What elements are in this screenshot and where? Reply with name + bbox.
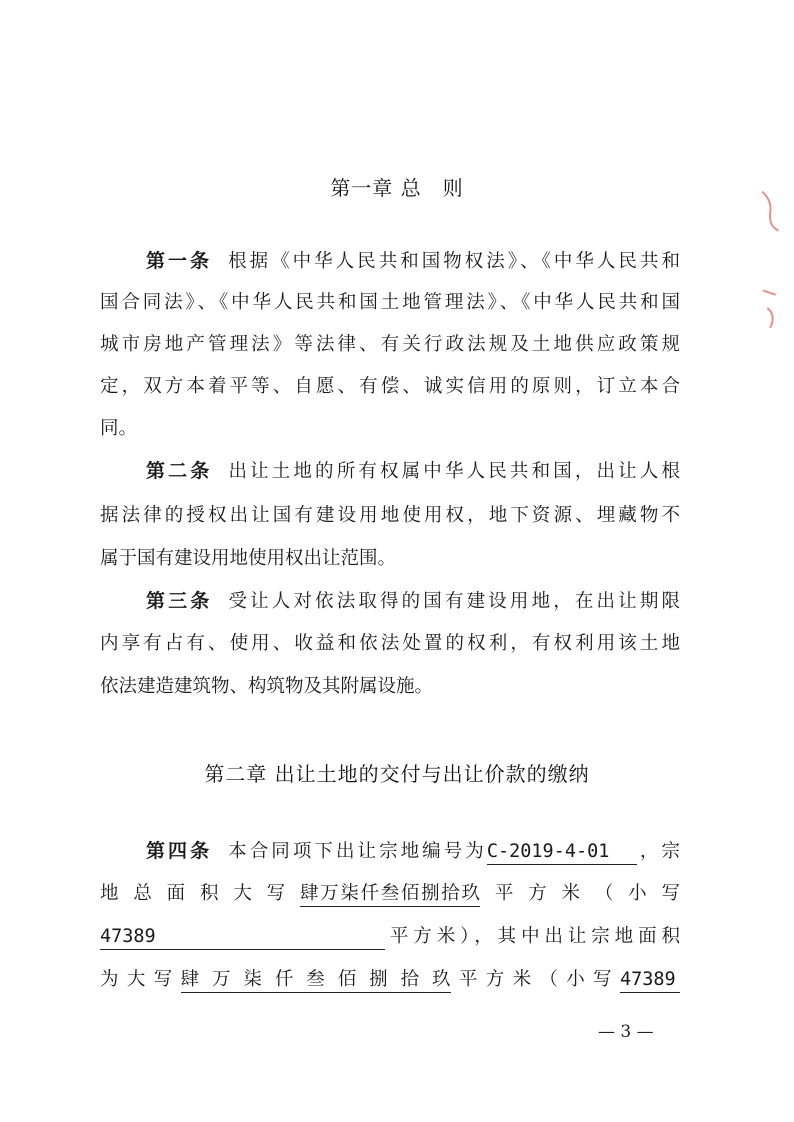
chapter-1-title: 第一章 总 则 (330, 176, 464, 200)
article-4-line-4: 为大写肆万柒仟叁佰捌拾玖平方米（小写47389 (100, 969, 680, 993)
total-area-words-field: 肆万柒仟叁佰捌拾玖 (300, 883, 480, 907)
article-4-label: 第四条 (146, 840, 213, 862)
chapter-2-title: 第二章 出让土地的交付与出让价款的缴纳 (204, 762, 590, 786)
article-1-line-4: 定，双方本着平等、自愿、有偿、诚实信用的原则，订立本合 (100, 376, 680, 397)
total-area-number-field: 47389 (100, 926, 385, 950)
page-number: — 3 — (598, 1022, 654, 1042)
article-4-line-3: 47389 平方米），其中出让宗地面积 (100, 926, 680, 950)
article-3-line-2: 内享有占有、使用、收益和依法处置的权利，有权利用该土地 (100, 633, 680, 654)
article-1-line-1: 第一条 根据《中华人民共和国物权法》、《中华人民共和 (146, 250, 680, 272)
article-4-line-2: 地总面积大写肆万柒仟叁佰捌拾玖平方米（小写 (100, 883, 680, 907)
article-2-label: 第二条 (146, 460, 213, 482)
article-1-line-3: 城市房地产管理法》等法律、有关行政法规及土地供应政策规 (100, 334, 680, 355)
seal-fragment-bottom (758, 283, 791, 340)
article-2-line-3: 属于国有建设用地使用权出让范围。 (100, 548, 397, 569)
article-1-line-2: 国合同法》、《中华人民共和国土地管理法》、《中华人民共和国 (100, 292, 680, 313)
article-3-line-1: 第三条 受让人对依法取得的国有建设用地，在出让期限 (146, 590, 680, 612)
article-3-label: 第三条 (146, 590, 213, 612)
grant-area-number-field: 47389 (620, 969, 680, 993)
article-3-line-3: 依法建造建筑物、构筑物及其附属设施。 (100, 676, 434, 697)
article-1-line-5: 同。 (100, 418, 138, 439)
grant-area-words-field: 肆万柒仟叁佰捌拾玖 (181, 969, 451, 993)
article-1-label: 第一条 (146, 250, 213, 272)
article-2-line-1: 第二条 出让土地的所有权属中华人民共和国，出让人根 (146, 460, 680, 482)
article-4-line-1: 第四条 本合同项下出让宗地编号为C-2019-4-01 ，宗 (100, 840, 680, 865)
article-2-line-2: 据法律的授权出让国有建设用地使用权，地下资源、埋藏物不 (100, 505, 680, 526)
parcel-code-field: C-2019-4-01 (487, 841, 637, 865)
